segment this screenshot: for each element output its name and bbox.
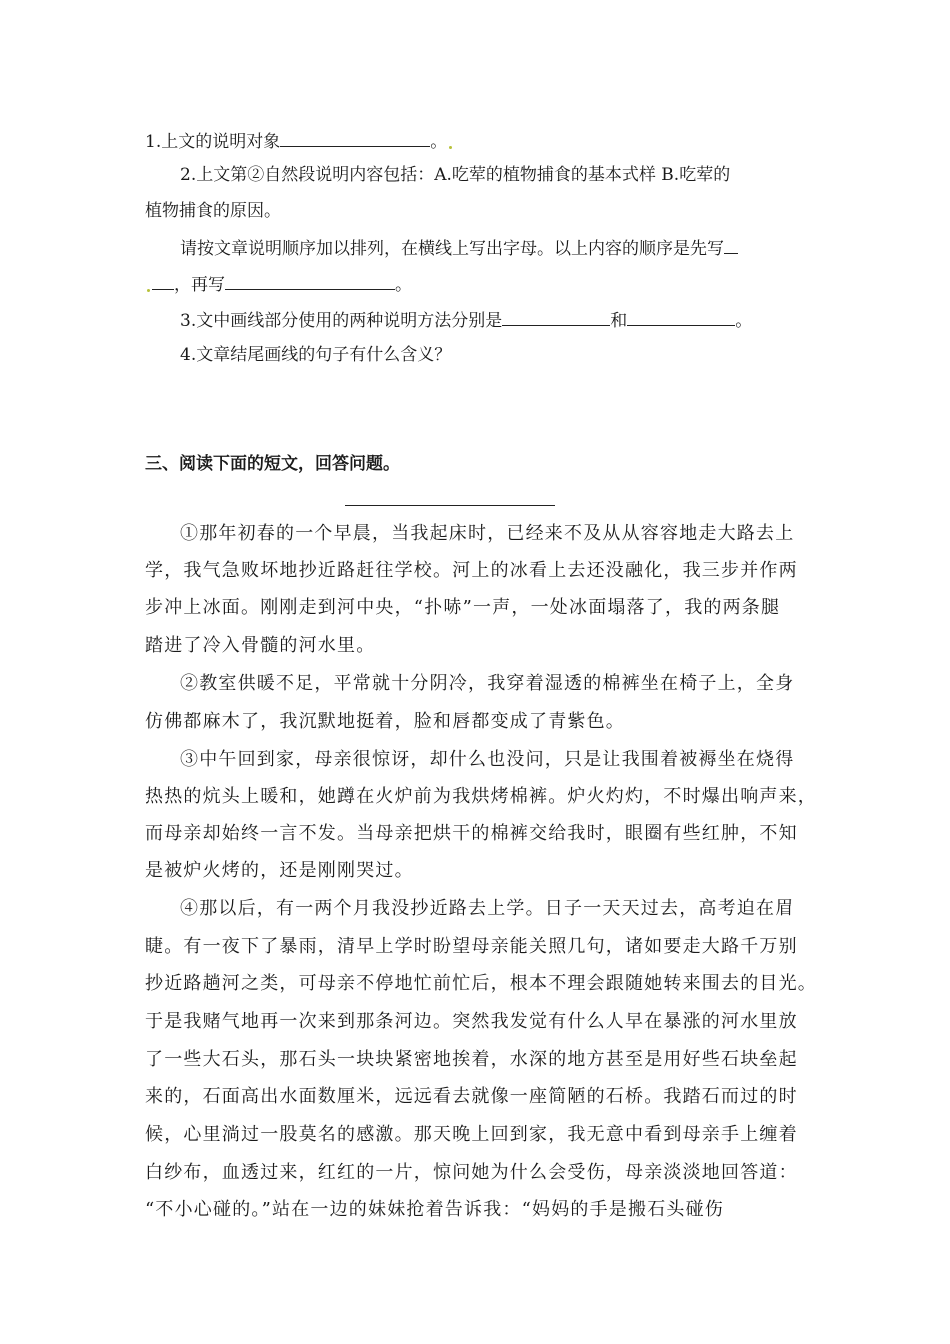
story-line: 是被炉火烤的，还是刚刚哭过。 <box>145 860 414 881</box>
answer-blank[interactable] <box>225 271 395 290</box>
story-line: “不小心碰的。”站在一边的妹妹抢着告诉我：“妈妈的手是搬石头碰伤 <box>145 1199 725 1220</box>
question-3 <box>180 307 752 331</box>
question-2-end: 。 <box>395 275 412 295</box>
question-1 <box>145 128 454 152</box>
question-1-end: 。 <box>430 132 448 152</box>
story-line: 仿佛都麻木了，我沉默地挺着，脸和唇都变成了青紫色。 <box>145 711 625 732</box>
question-4: 4.文章结尾画线的句子有什么含义？ <box>180 345 452 365</box>
question-2-line-4 <box>145 271 412 295</box>
story-line: 学，我气急败坏地抄近路赶往学校。河上的冰看上去还没融化，我三步并作两 <box>145 560 798 581</box>
story-line: 踏进了冷入骨髓的河水里。 <box>145 635 376 656</box>
story-line: ③中午回到家，母亲很惊讶，却什么也没问，只是让我围着被褥坐在烧得 <box>180 749 795 770</box>
story-line: 了一些大石头，那石头一块块紧密地挨着，水深的地方甚至是用好些石块垒起 <box>145 1049 798 1070</box>
question-2-line-3 <box>180 235 738 259</box>
question-2-then: ，再写 <box>174 275 225 295</box>
story-line: 步冲上冰面。刚刚走到河中央，“扑哧”一声，一处冰面塌落了，我的两条腿 <box>145 597 781 618</box>
story-line: ①那年初春的一个早晨，当我起床时，已经来不及从从容容地走大路去上 <box>180 523 795 544</box>
section-heading: 三、阅读下面的短文，回答问题。 <box>145 454 400 474</box>
story-line: 于是我赌气地再一次来到那条河边。突然我发觉有什么人早在暴涨的河水里放 <box>145 1011 798 1032</box>
story-line: 来的，石面高出水面数厘米，远远看去就像一座简陋的石桥。我踏石而过的时 <box>145 1086 798 1107</box>
answer-blank[interactable] <box>152 271 174 290</box>
story-line: ④那以后，有一两个月我没抄近路去上学。日子一天天过去，高考迫在眉 <box>180 898 795 919</box>
answer-blank[interactable] <box>280 128 430 147</box>
story-line: 候，心里淌过一股莫名的感激。那天晚上回到家，我无意中看到母亲手上缠着 <box>145 1124 798 1145</box>
question-3-and: 和 <box>610 311 628 331</box>
story-line: 而母亲却始终一言不发。当母亲把烘干的棉裤交给我时，眼圈有些红肿，不知 <box>145 823 798 844</box>
question-2-line-2: 植物捕食的原因。 <box>145 201 281 221</box>
question-2-instruction: 请按文章说明顺序加以排列，在横线上写出字母。以上内容的顺序是先写 <box>180 239 724 259</box>
story-line: 抄近路趟河之类，可母亲不停地忙前忙后，根本不理会跟随她转来围去的目光。 <box>145 973 817 994</box>
story-line: 热热的炕头上暖和，她蹲在火炉前为我烘烤棉裤。炉火灼灼，不时爆出响声来， <box>145 786 817 807</box>
answer-blank[interactable] <box>502 307 610 326</box>
question-2-line-1: 2.上文第②自然段说明内容包括：A.吃荤的植物捕食的基本式样 B.吃荤的 <box>180 165 731 185</box>
mark-dot <box>449 146 452 149</box>
question-3-text: 3.文中画线部分使用的两种说明方法分别是 <box>180 311 503 331</box>
mark-dot <box>147 289 150 292</box>
answer-blank[interactable] <box>724 235 738 254</box>
story-line: ②教室供暖不足，平常就十分阴冷，我穿着湿透的棉裤坐在椅子上，全身 <box>180 673 795 694</box>
question-3-end: 。 <box>735 311 753 331</box>
story-line: 睫。有一夜下了暴雨，清早上学时盼望母亲能关照几句，诸如要走大路千万别 <box>145 936 798 957</box>
answer-blank[interactable] <box>627 307 735 326</box>
question-1-text: 1.上文的说明对象 <box>145 132 281 152</box>
story-line: 白纱布，血透过来，红红的一片，惊问她为什么会受伤，母亲淡淡地回答道： <box>145 1162 798 1183</box>
title-blank-line[interactable] <box>345 505 555 506</box>
